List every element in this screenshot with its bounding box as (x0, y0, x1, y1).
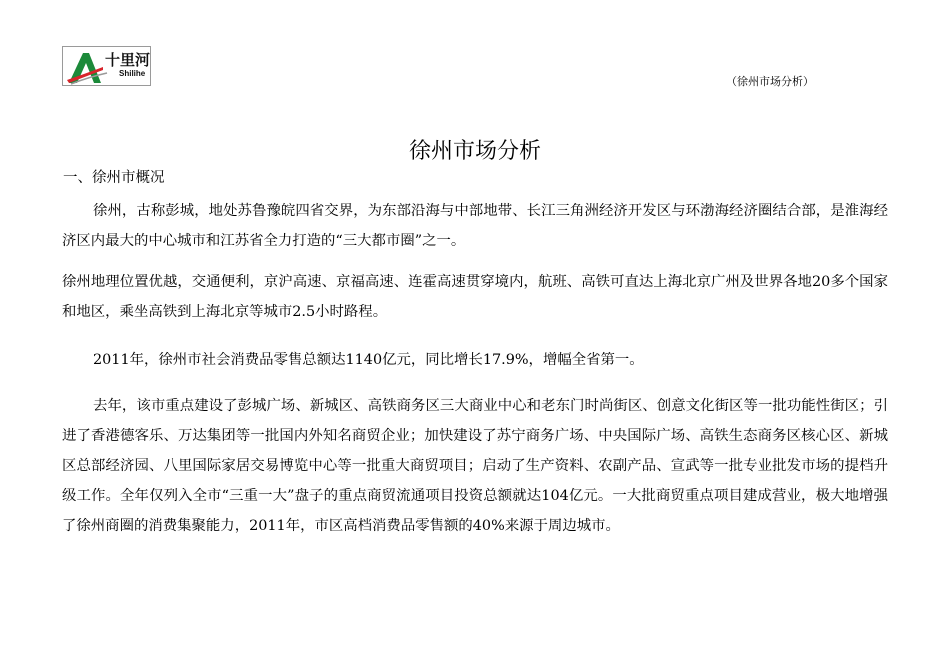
paragraph-commerce-projects: 去年，该市重点建设了彭城广场、新城区、高铁商务区三大商业中心和老东门时尚街区、创意文化街区等一批功能性街区；引进了香港德客乐、万达集团等一批国内外知名商贸企业；加快建设了苏宁商务广场、中央国际广场、高铁生态商务区核心区、新城区总部经济园、八里国际家居交易博览中心等一批重大商贸项目；启动了生产资料、农副产品、宣武等一批专业批发市场的提档升级工作。全年仅列入全市“三重一大”盘子的重点商贸流通项目投资总额就达104亿元。一大批商贸重点项目建成营业，极大地增强了徐州商圈的消费集聚能力，2011年，市区高档消费品零售额的40%来源于周边城市。 (62, 398, 888, 534)
paragraph-transport: 徐州地理位置优越，交通便利，京沪高速、京福高速、连霍高速贯穿境内，航班、高铁可直达上海北京广州及世界各地20多个国家和地区，乘坐高铁到上海北京等城市2.5小时路程。 (62, 274, 888, 320)
logo-text-cn: 十里河 (105, 51, 151, 69)
company-logo (62, 46, 151, 86)
section-heading: 一、徐州市概况 (63, 170, 165, 186)
paragraph-retail-sales: 2011年，徐州市社会消费品零售总额达1140亿元，同比增长17.9%，增幅全省第一。 (93, 352, 644, 368)
document-label: （徐州市场分析） (726, 75, 814, 88)
paragraph-intro: 徐州，古称彭城，地处苏鲁豫皖四省交界，为东部沿海与中部地带、长江三角洲经济开发区与环渤海经济圈结合部，是淮海经济区内最大的中心城市和江苏省全力打造的“三大都市圈”之一。 (62, 203, 888, 249)
page-title: 徐州市场分析 (408, 138, 541, 164)
logo-text-en: Shilihe (119, 69, 146, 78)
